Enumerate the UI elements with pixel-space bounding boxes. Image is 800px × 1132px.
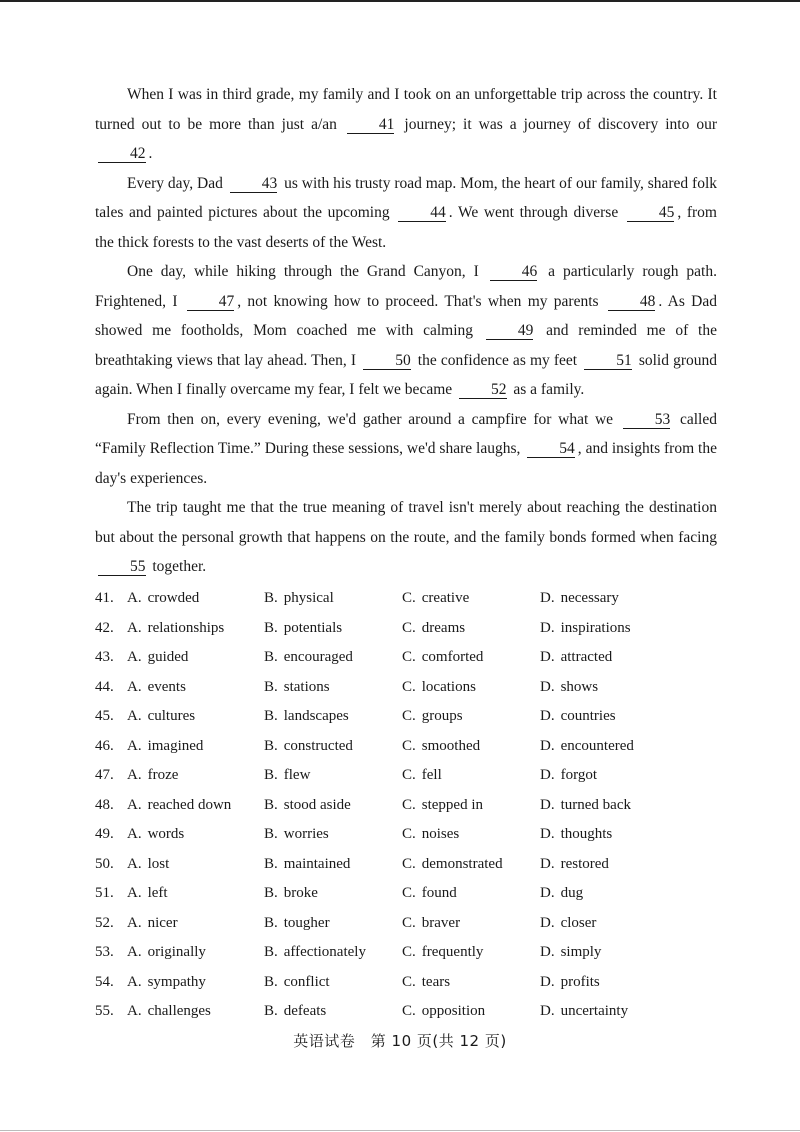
- option-text: relationships: [147, 619, 225, 636]
- question-number: 51.: [95, 885, 114, 902]
- blank-number: 48: [608, 293, 656, 311]
- answer-option: [402, 679, 540, 696]
- option-text: stations: [283, 678, 330, 695]
- passage-text: journey; it was a journey of discovery into our: [397, 115, 717, 133]
- option-text: countries: [560, 708, 616, 725]
- answer-option: [127, 974, 264, 991]
- blank-number: 50: [363, 352, 411, 370]
- answer-option: [264, 590, 402, 607]
- option-text: words: [147, 826, 185, 843]
- option-letter: B.: [264, 914, 278, 931]
- answer-option: [127, 590, 264, 607]
- option-letter: C.: [402, 678, 416, 695]
- passage-text: called “Family Reflection Time.” During these sessions, we'd share laughs,: [95, 410, 717, 457]
- option-letter: B.: [264, 1003, 278, 1020]
- option-text: broke: [283, 885, 318, 902]
- answer-option: [402, 738, 540, 755]
- question-row: [95, 938, 735, 968]
- option-letter: B.: [264, 855, 278, 872]
- answer-option: [264, 1003, 402, 1020]
- answer-option: [540, 885, 660, 902]
- question-number: 47.: [95, 767, 114, 784]
- option-text: uncertainty: [560, 1003, 629, 1020]
- option-text: landscapes: [283, 708, 349, 725]
- option-text: conflict: [283, 973, 330, 990]
- answer-option: [127, 915, 264, 932]
- question-number: 53.: [95, 944, 114, 961]
- answer-option: [540, 915, 660, 932]
- option-text: profits: [560, 973, 600, 990]
- option-text: turned back: [560, 796, 631, 813]
- answer-option: [264, 679, 402, 696]
- answer-option: [264, 915, 402, 932]
- passage-text: together.: [148, 558, 207, 575]
- option-text: defeats: [283, 1003, 327, 1020]
- question-number: 49.: [95, 826, 114, 843]
- option-text: demonstrated: [421, 855, 503, 872]
- question-row: [95, 673, 735, 703]
- option-letter: B.: [264, 885, 278, 902]
- option-text: frequently: [421, 944, 484, 961]
- option-text: lost: [147, 855, 170, 872]
- option-text: flew: [283, 767, 311, 784]
- passage-text: . As Dad showed me footholds, Mom coached me with calming: [95, 292, 717, 339]
- option-text: originally: [147, 944, 206, 961]
- option-letter: C.: [402, 826, 416, 843]
- option-text: inspirations: [560, 619, 631, 636]
- option-letter: D.: [540, 737, 555, 754]
- option-letter: A.: [127, 678, 142, 695]
- answer-option: [540, 1003, 660, 1020]
- option-text: left: [147, 885, 168, 902]
- option-text: fell: [421, 767, 442, 784]
- option-letter: B.: [264, 973, 278, 990]
- option-text: creative: [421, 590, 470, 607]
- option-letter: D.: [540, 944, 555, 961]
- blank-number: 55: [98, 558, 146, 576]
- cloze-passage: [95, 80, 717, 582]
- answer-option: [540, 974, 660, 991]
- question-row: [95, 702, 735, 732]
- option-letter: C.: [402, 914, 416, 931]
- option-text: imagined: [147, 737, 204, 754]
- option-letter: D.: [540, 590, 555, 607]
- option-letter: A.: [127, 826, 142, 843]
- answer-option: [264, 856, 402, 873]
- answer-option: [402, 1003, 540, 1020]
- option-text: opposition: [421, 1003, 486, 1020]
- passage-paragraph: [95, 493, 717, 582]
- passage-text: us with his trusty road map. Mom, the heart of our family, shared folk tales and painted pictures about the upcoming: [95, 174, 718, 221]
- option-text: cultures: [147, 708, 196, 725]
- question-row: [95, 732, 735, 762]
- option-text: groups: [421, 708, 463, 725]
- answer-option: [402, 974, 540, 991]
- option-text: challenges: [147, 1003, 211, 1020]
- answer-option: [264, 885, 402, 902]
- option-letter: C.: [402, 944, 416, 961]
- blank-number: 41: [347, 116, 395, 134]
- option-letter: D.: [540, 855, 555, 872]
- option-letter: A.: [127, 1003, 142, 1020]
- option-letter: D.: [540, 973, 555, 990]
- option-text: sympathy: [147, 973, 206, 990]
- passage-text: From then on, every evening, we'd gather around a campfire for what we: [127, 410, 620, 428]
- option-text: froze: [147, 767, 179, 784]
- question-number: 45.: [95, 708, 114, 725]
- answer-option: [402, 767, 540, 784]
- answer-option: [540, 590, 660, 607]
- option-letter: D.: [540, 678, 555, 695]
- option-text: noises: [421, 826, 460, 843]
- option-letter: B.: [264, 944, 278, 961]
- option-letter: B.: [264, 590, 278, 607]
- answer-option: [127, 885, 264, 902]
- question-number: 48.: [95, 796, 114, 813]
- option-text: dreams: [421, 619, 466, 636]
- option-letter: A.: [127, 708, 142, 725]
- question-row: [95, 761, 735, 791]
- answer-option: [540, 826, 660, 843]
- passage-text: .: [148, 145, 153, 162]
- option-text: guided: [147, 649, 189, 666]
- blank-number: 54: [527, 440, 575, 458]
- answer-option: [402, 915, 540, 932]
- passage-text: One day, while hiking through the Grand Canyon, I: [127, 263, 487, 280]
- question-row: [95, 879, 735, 909]
- answer-option: [402, 590, 540, 607]
- passage-paragraph: [95, 405, 717, 494]
- passage-text: Every day, Dad: [127, 174, 227, 192]
- option-letter: A.: [127, 767, 142, 784]
- option-letter: D.: [540, 1003, 555, 1020]
- option-letter: A.: [127, 944, 142, 961]
- answer-option: [127, 767, 264, 784]
- option-text: tears: [421, 973, 451, 990]
- option-text: maintained: [283, 855, 351, 872]
- option-letter: B.: [264, 767, 278, 784]
- option-text: restored: [560, 855, 609, 872]
- question-number: 42.: [95, 619, 114, 636]
- option-letter: D.: [540, 649, 555, 666]
- option-text: found: [421, 885, 457, 902]
- answer-option: [127, 620, 264, 637]
- question-row: [95, 909, 735, 939]
- option-letter: C.: [402, 590, 416, 607]
- option-letter: A.: [127, 885, 142, 902]
- answer-option: [127, 649, 264, 666]
- option-text: attracted: [560, 649, 613, 666]
- passage-text: , from the thick forests to the vast deserts of the West.: [95, 204, 717, 251]
- option-text: thoughts: [560, 826, 613, 843]
- blank-number: 43: [230, 175, 278, 193]
- option-text: reached down: [147, 796, 232, 813]
- option-text: potentials: [283, 619, 343, 636]
- option-text: encouraged: [283, 649, 353, 666]
- option-letter: B.: [264, 708, 278, 725]
- answer-option: [402, 797, 540, 814]
- top-border-line: [0, 0, 800, 2]
- passage-text: The trip taught me that the true meaning of travel isn't merely about reaching the destination but about the personal growth that happens on the route, and the family bonds formed when facing: [95, 499, 717, 546]
- option-text: smoothed: [421, 737, 481, 754]
- answer-option: [540, 738, 660, 755]
- option-letter: A.: [127, 590, 142, 607]
- option-text: necessary: [560, 590, 619, 607]
- option-text: closer: [560, 914, 597, 931]
- answer-option: [264, 944, 402, 961]
- answer-option: [264, 649, 402, 666]
- answer-option: [127, 708, 264, 725]
- option-letter: A.: [127, 649, 142, 666]
- option-text: events: [147, 678, 186, 695]
- option-letter: B.: [264, 678, 278, 695]
- passage-text: as a family.: [509, 381, 585, 398]
- answer-option: [540, 797, 660, 814]
- question-row: [95, 614, 735, 644]
- passage-paragraph: [95, 169, 717, 258]
- answer-option: [127, 826, 264, 843]
- option-letter: D.: [540, 708, 555, 725]
- option-letter: B.: [264, 619, 278, 636]
- passage-paragraph: [95, 257, 717, 405]
- option-letter: A.: [127, 855, 142, 872]
- passage-text: . We went through diverse: [448, 204, 624, 221]
- option-text: braver: [421, 914, 461, 931]
- option-text: stood aside: [283, 796, 351, 813]
- option-letter: A.: [127, 796, 142, 813]
- answer-option: [540, 856, 660, 873]
- option-text: crowded: [147, 590, 200, 607]
- option-letter: A.: [127, 914, 142, 931]
- question-row: [95, 997, 735, 1027]
- question-row: [95, 584, 735, 614]
- answer-option: [264, 738, 402, 755]
- blank-number: 44: [398, 204, 446, 222]
- question-row: [95, 968, 735, 998]
- passage-text: the confidence as my feet: [413, 351, 582, 369]
- answer-option: [127, 738, 264, 755]
- option-letter: A.: [127, 737, 142, 754]
- option-text: forgot: [560, 767, 597, 784]
- option-letter: C.: [402, 737, 416, 754]
- blank-number: 49: [486, 322, 534, 340]
- option-text: stepped in: [421, 796, 484, 813]
- option-text: worries: [283, 826, 329, 843]
- passage-text: and reminded me of the breathtaking views that lay ahead. Then, I: [95, 322, 717, 369]
- question-row: [95, 850, 735, 880]
- blank-number: 51: [584, 352, 632, 370]
- blank-number: 52: [459, 381, 507, 399]
- answer-option: [540, 679, 660, 696]
- option-letter: C.: [402, 796, 416, 813]
- question-number: 44.: [95, 678, 114, 695]
- question-number: 41.: [95, 590, 114, 607]
- answer-option: [264, 826, 402, 843]
- answer-option: [402, 885, 540, 902]
- option-letter: C.: [402, 767, 416, 784]
- option-text: shows: [560, 678, 599, 695]
- option-text: locations: [421, 678, 476, 695]
- question-row: [95, 820, 735, 850]
- answer-option: [127, 1003, 264, 1020]
- option-letter: B.: [264, 796, 278, 813]
- answer-option: [264, 797, 402, 814]
- answer-option: [264, 767, 402, 784]
- question-number: 52.: [95, 914, 114, 931]
- bottom-border-line: [0, 1130, 800, 1131]
- option-text: affectionately: [283, 944, 366, 961]
- option-letter: C.: [402, 973, 416, 990]
- question-number: 43.: [95, 649, 114, 666]
- option-letter: C.: [402, 885, 416, 902]
- option-letter: C.: [402, 649, 416, 666]
- page-footer: 英语试卷 第 10 页(共 12 页): [293, 1032, 507, 1050]
- answer-option: [540, 649, 660, 666]
- answer-option: [402, 944, 540, 961]
- answer-options: [95, 584, 735, 1027]
- option-letter: C.: [402, 855, 416, 872]
- answer-option: [540, 944, 660, 961]
- answer-option: [402, 708, 540, 725]
- answer-option: [402, 856, 540, 873]
- question-number: 46.: [95, 737, 114, 754]
- blank-number: 46: [490, 263, 538, 281]
- passage-text: When I was in third grade, my family and I took on an unforgettable trip across the country. It turned out to be more than just a/an: [95, 86, 717, 133]
- answer-option: [127, 944, 264, 961]
- passage-text: solid ground again. When I finally overcame my fear, I felt we became: [95, 351, 717, 398]
- passage-text: , not knowing how to proceed. That's when my parents: [237, 292, 605, 310]
- option-letter: C.: [402, 619, 416, 636]
- option-letter: C.: [402, 708, 416, 725]
- blank-number: 53: [623, 411, 671, 429]
- answer-option: [127, 856, 264, 873]
- blank-number: 45: [627, 204, 675, 222]
- answer-option: [402, 826, 540, 843]
- option-letter: B.: [264, 737, 278, 754]
- option-text: simply: [560, 944, 602, 961]
- blank-number: 42: [98, 145, 146, 163]
- passage-paragraph: [95, 80, 717, 169]
- option-text: nicer: [147, 914, 178, 931]
- option-letter: D.: [540, 767, 555, 784]
- option-text: comforted: [421, 649, 484, 666]
- question-row: [95, 791, 735, 821]
- question-row: [95, 643, 735, 673]
- answer-option: [127, 797, 264, 814]
- answer-option: [540, 708, 660, 725]
- option-letter: B.: [264, 649, 278, 666]
- option-letter: C.: [402, 1003, 416, 1020]
- passage-text: , and insights from the day's experiences.: [95, 440, 717, 487]
- option-letter: B.: [264, 826, 278, 843]
- answer-option: [264, 620, 402, 637]
- answer-option: [540, 620, 660, 637]
- option-text: tougher: [283, 914, 330, 931]
- answer-option: [127, 679, 264, 696]
- option-letter: D.: [540, 914, 555, 931]
- option-text: physical: [283, 590, 334, 607]
- question-number: 50.: [95, 855, 114, 872]
- option-letter: A.: [127, 973, 142, 990]
- option-letter: D.: [540, 826, 555, 843]
- option-letter: D.: [540, 885, 555, 902]
- option-letter: A.: [127, 619, 142, 636]
- answer-option: [264, 708, 402, 725]
- blank-number: 47: [187, 293, 235, 311]
- passage-text: a particularly rough path. Frightened, I: [95, 263, 717, 310]
- option-letter: D.: [540, 796, 555, 813]
- question-number: 55.: [95, 1003, 114, 1020]
- question-number: 54.: [95, 973, 114, 990]
- option-letter: D.: [540, 619, 555, 636]
- answer-option: [402, 649, 540, 666]
- answer-option: [540, 767, 660, 784]
- option-text: dug: [560, 885, 584, 902]
- answer-option: [264, 974, 402, 991]
- option-text: constructed: [283, 737, 353, 754]
- option-text: encountered: [560, 737, 634, 754]
- answer-option: [402, 620, 540, 637]
